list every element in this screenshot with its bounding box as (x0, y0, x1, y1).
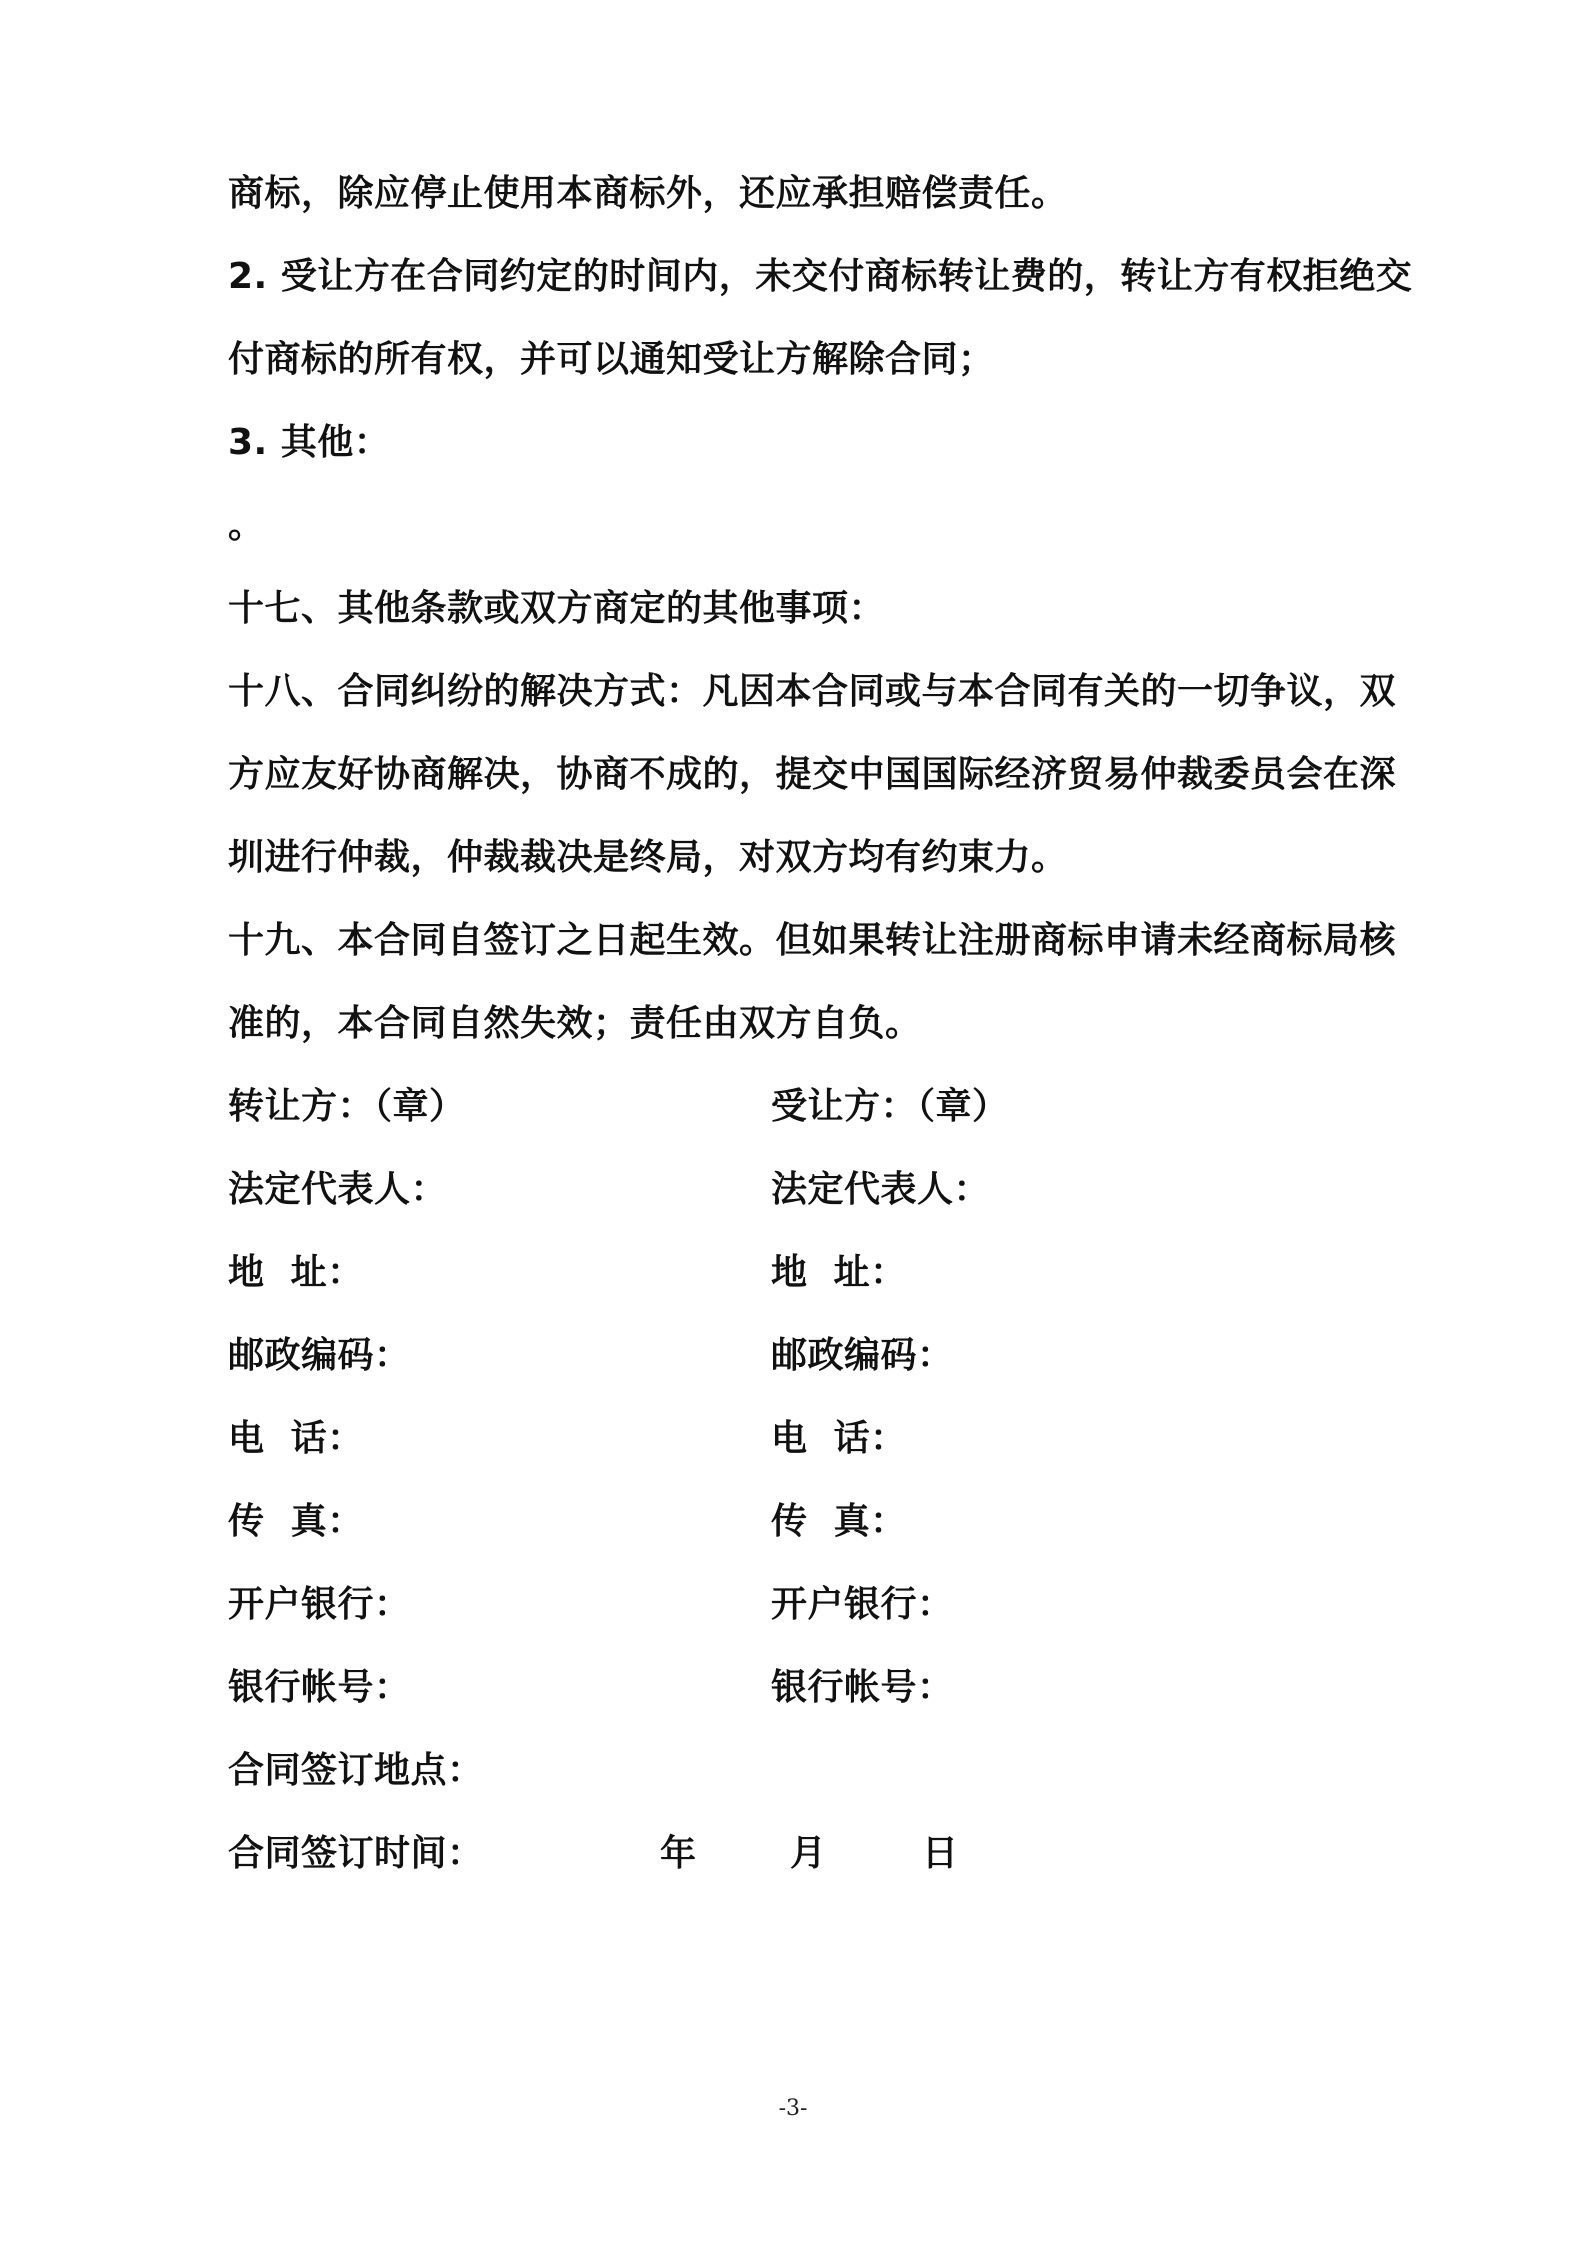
transferee-legal-rep-label: 法定代表人： (771, 1169, 991, 1210)
signature-row (228, 1065, 1448, 1148)
signature-row (228, 1563, 1448, 1646)
transferee-address-label: 地 址： (771, 1252, 907, 1293)
transferor-postcode-label: 邮政编码： (228, 1335, 411, 1376)
year-label: 年 (660, 1833, 697, 1874)
transferee-postcode-label: 邮政编码： (771, 1335, 954, 1376)
transferor-account-label: 银行帐号： (228, 1667, 411, 1708)
clause-line: 圳进行仲裁，仲裁裁决是终局，对双方均有约束力。 (228, 837, 1068, 878)
clause-line: 付商标的所有权，并可以通知受让方解除合同； (228, 339, 995, 380)
signing-time-label: 合同签订时间： (228, 1833, 484, 1874)
signature-row (228, 1646, 1448, 1729)
clause-18: 十八、合同纠纷的解决方式：凡因本合同或与本合同有关的一切争议，双 (228, 671, 1397, 712)
transferee-fax-label: 传 真： (771, 1501, 907, 1542)
signature-row (228, 1480, 1448, 1563)
clause-line: 2. 受让方在合同约定的时间内，未交付商标转让费的，转让方有权拒绝交 (228, 256, 1413, 297)
clause-line: 商标，除应停止使用本商标外，还应承担赔偿责任。 (228, 173, 1068, 214)
transferee-bank-label: 开户银行： (771, 1584, 954, 1625)
clause-line: 方应友好协商解决，协商不成的，提交中国国际经济贸易仲裁委员会在深 (228, 754, 1397, 795)
transferee-account-label: 银行帐号： (771, 1667, 954, 1708)
transferor-fax-label: 传 真： (228, 1501, 364, 1542)
transferor-bank-label: 开户银行： (228, 1584, 411, 1625)
transferor-address-label: 地 址： (228, 1252, 364, 1293)
signature-row (228, 1231, 1448, 1314)
signature-row (228, 1314, 1448, 1397)
clause-line: 准的，本合同自然失效；责任由双方自负。 (228, 1003, 922, 1044)
transferor-legal-rep-label: 法定代表人： (228, 1169, 448, 1210)
transferee-phone-label: 电 话： (771, 1418, 907, 1459)
transferor-seal-label: 转让方：（章） (228, 1086, 466, 1127)
signing-place-label: 合同签订地点： (228, 1750, 484, 1791)
transferee-seal-label: 受让方：（章） (771, 1086, 1009, 1127)
day-label: 日 (922, 1833, 959, 1874)
signing-time-row (228, 1812, 1448, 1895)
clause-17: 十七、其他条款或双方商定的其他事项： (228, 588, 886, 629)
clause-line: 3. 其他： (228, 422, 391, 463)
signature-row (228, 1397, 1448, 1480)
page-number: -3- (778, 2096, 808, 2121)
month-label: 月 (790, 1833, 827, 1874)
clause-line: 。 (228, 505, 265, 546)
clause-19: 十九、本合同自签订之日起生效。但如果转让注册商标申请未经商标局核 (228, 920, 1397, 961)
contract-body (228, 152, 1448, 1895)
transferor-phone-label: 电 话： (228, 1418, 364, 1459)
signature-row (228, 1148, 1448, 1231)
